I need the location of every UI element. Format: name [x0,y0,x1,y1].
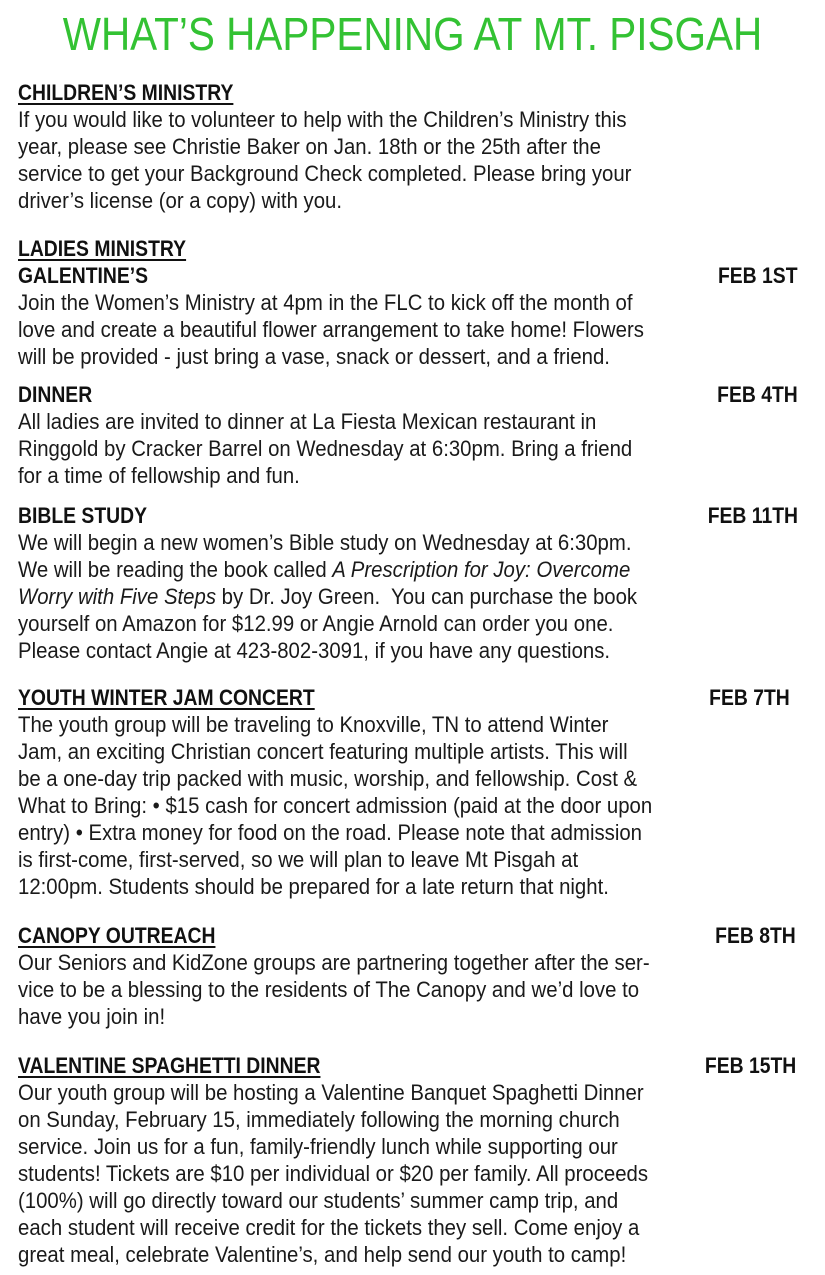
body-text: We will be reading the book called [18,557,333,582]
body-line: (100%) will go directly toward our students’ summer camp trip, and [18,1188,619,1213]
section-header [18,922,796,949]
body-line: Jam, an exciting Christian concert featuring multiple artists. This will [18,739,628,764]
event-header-dinner [18,381,798,408]
body-line: great meal, celebrate Valentine’s, and help send our youth to camp! [18,1242,627,1267]
body-line: students! Tickets are $10 per individual or $20 per family. All proceeds [18,1161,649,1186]
section-header [18,79,798,106]
body-line: entry) • Extra money for food on the road. Please note that admission [18,820,643,845]
event-header-galentines [18,262,798,289]
book-title: Worry with Five Steps [18,584,217,609]
body-line: What to Bring: • $15 cash for concert admission (paid at the door upon [18,793,653,818]
section-ladies-ministry [18,235,818,370]
body-line: love and create a beautiful flower arrangement to take home! Flowers [18,317,644,342]
section-header [18,684,790,711]
body-line: for a time of fellowship and fun. [18,463,300,488]
section-header [18,235,798,262]
event-date: FEB 15TH [704,1053,796,1078]
event-heading: BIBLE STUDY [18,503,148,528]
body-line: will be provided - just bring a vase, snack or dessert, and a friend. [18,344,610,369]
body-line: vice to be a blessing to the residents of The Canopy and we’d love to [18,977,640,1002]
body-line [18,583,814,610]
body-line: Our Seniors and KidZone groups are partnering together after the ser- [18,950,650,975]
section-childrens-ministry [18,79,818,214]
body-line: Our youth group will be hosting a Valentine Banquet Spaghetti Dinner [18,1080,644,1105]
section-heading: VALENTINE SPAGHETTI DINNER [18,1053,321,1078]
event-date: FEB 4TH [717,382,798,407]
body-line: each student will receive credit for the tickets they sell. Come enjoy a [18,1215,640,1240]
body-line: service. Join us for a fun, family-friendly lunch while supporting our [18,1134,618,1159]
event-header-bible-study [18,502,798,529]
section-heading: CANOPY OUTREACH [18,923,216,948]
body-line: The youth group will be traveling to Knoxville, TN to attend Winter [18,712,609,737]
body-line: We will begin a new women’s Bible study on Wednesday at 6:30pm. [18,530,632,555]
section-heading: LADIES MINISTRY [18,236,187,261]
body-line: year, please see Christie Baker on Jan. 18th or the 25th after the [18,134,601,159]
body-line: have you join in! [18,1004,166,1029]
event-bible-study [18,502,818,664]
body-line: yourself on Amazon for $12.99 or Angie Arnold can order you one. [18,611,614,636]
body-line: on Sunday, February 15, immediately following the morning church [18,1107,620,1132]
body-line: If you would like to volunteer to help with the Children’s Ministry this [18,107,627,132]
body-line: 12:00pm. Students should be prepared for a late return that night. [18,874,609,899]
event-date: FEB 11TH [707,503,798,528]
body-line: driver’s license (or a copy) with you. [18,188,343,213]
event-heading: DINNER [18,382,93,407]
body-line [18,556,814,583]
body-line: All ladies are invited to dinner at La Fiesta Mexican restaurant in [18,409,597,434]
body-text: by Dr. Joy Green. You can purchase the book [216,584,638,609]
body-line: be a one-day trip packed with music, worship, and fellowship. Cost & [18,766,638,791]
event-date: FEB 1ST [718,263,798,288]
section-heading: CHILDREN’S MINISTRY [18,80,234,105]
page-title: WHAT’S HAPPENING AT MT. PISGAH [62,8,763,60]
body-line: Please contact Angie at 423-802-3091, if you have any questions. [18,638,611,663]
section-valentine-spaghetti-dinner [18,1052,818,1268]
event-dinner [18,381,818,489]
body-line: Ringgold by Cracker Barrel on Wednesday at 6:30pm. Bring a friend [18,436,633,461]
body-line: service to get your Background Check completed. Please bring your [18,161,632,186]
body-line: is first-come, first-served, so we will plan to leave Mt Pisgah at [18,847,579,872]
section-header [18,1052,796,1079]
event-date: FEB 7TH [709,685,790,710]
book-title: A Prescription for Joy: Overcome [332,557,631,582]
body-line: Join the Women’s Ministry at 4pm in the FLC to kick off the month of [18,290,633,315]
section-youth-winter-jam [18,684,818,900]
event-date: FEB 8TH [715,923,796,948]
section-heading: YOUTH WINTER JAM CONCERT [18,685,315,710]
event-heading: GALENTINE’S [18,263,149,288]
section-canopy-outreach [18,922,818,1030]
